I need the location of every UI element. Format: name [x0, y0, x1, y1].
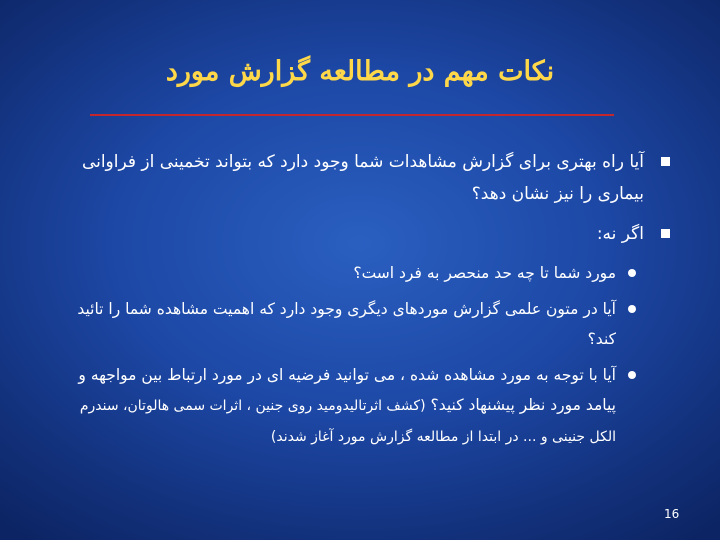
sub-bullet-text: آیا در متون علمی گزارش موردهای دیگری وجود دارد که اهمیت مشاهده شما را تائید کند؟: [77, 300, 616, 348]
title-divider: [90, 114, 614, 116]
sub-bullet-text: مورد شما تا چه حد منحصر به فرد است؟: [353, 264, 616, 282]
bullet-text: اگر نه:: [596, 224, 644, 244]
slide-title: نکات مهم در مطالعه گزارش مورد: [165, 56, 555, 87]
bullet-text: آیا راه بهتری برای گزارش مشاهدات شما وجود دارد که بتواند تخمینی از فراوانی بیماری را نیز نشان دهد؟: [81, 152, 644, 204]
round-bullet-icon: [628, 305, 636, 313]
round-bullet-icon: [628, 371, 636, 379]
sub-bullet-item: [62, 360, 672, 452]
sub-bullet-item: [62, 258, 672, 288]
sub-bullet-item: [62, 294, 672, 354]
round-bullet-icon: [628, 269, 636, 277]
sub-bullet-text: آیا با توجه به مورد مشاهده شده ، می توانید فرضیه ای در مورد ارتباط بین مواجهه و پیامد مورد نظر پیشنهاد کنید؟: [78, 366, 616, 414]
page-number: 16: [664, 507, 680, 521]
square-bullet-icon: [661, 229, 670, 238]
bullet-item: [62, 146, 672, 210]
square-bullet-icon: [661, 157, 670, 166]
bullet-item: [62, 218, 672, 250]
slide-content: [62, 146, 672, 458]
sub-bullet-note: (کشف اثرتالیدومید روی جنین ، اثرات سمی هالوتان، سندرم الکل جنینی و ... در ابتدا از مطالعه گزارش مورد آغاز شدند): [79, 398, 616, 445]
